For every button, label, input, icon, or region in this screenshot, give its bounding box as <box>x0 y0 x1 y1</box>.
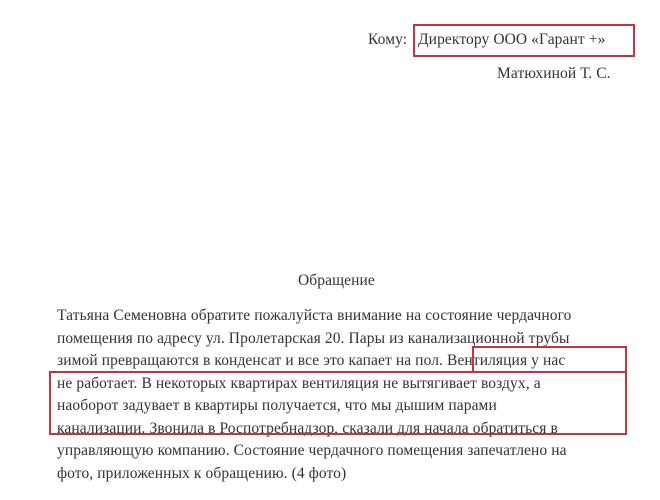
body-line-3: зимой превращаются в конденсат и все это капает на пол. Вентиляция у нас <box>57 352 566 369</box>
body-line-8: фото, приложенных к обращению. (4 фото) <box>57 465 347 482</box>
body-line-7: управляющую компанию. Состояние чердачного помещения запечатлено на <box>57 442 567 459</box>
to-label: Кому: <box>368 31 408 48</box>
recipient-name: Директору ООО «Гарант +» <box>418 31 606 48</box>
document-title: Обращение <box>298 272 375 289</box>
body-line-5: наоборот задувает в квартиры получается, что мы дышим парами <box>57 397 497 414</box>
addressee-name: Матюхиной Т. С. <box>497 65 611 82</box>
body-line-1: Татьяна Семеновна обратите пожалуйста внимание на состояние чердачного <box>57 307 572 324</box>
body-line-2: помещения по адресу ул. Пролетарская 20. Пары из канализационной трубы <box>57 330 570 347</box>
body-line-4: не работает. В некоторых квартирах вентиляция не вытягивает воздух, а <box>57 375 541 392</box>
body-line-6: канализации. Звонила в Роспотребнадзор, сказали для начала обратиться в <box>57 420 558 437</box>
